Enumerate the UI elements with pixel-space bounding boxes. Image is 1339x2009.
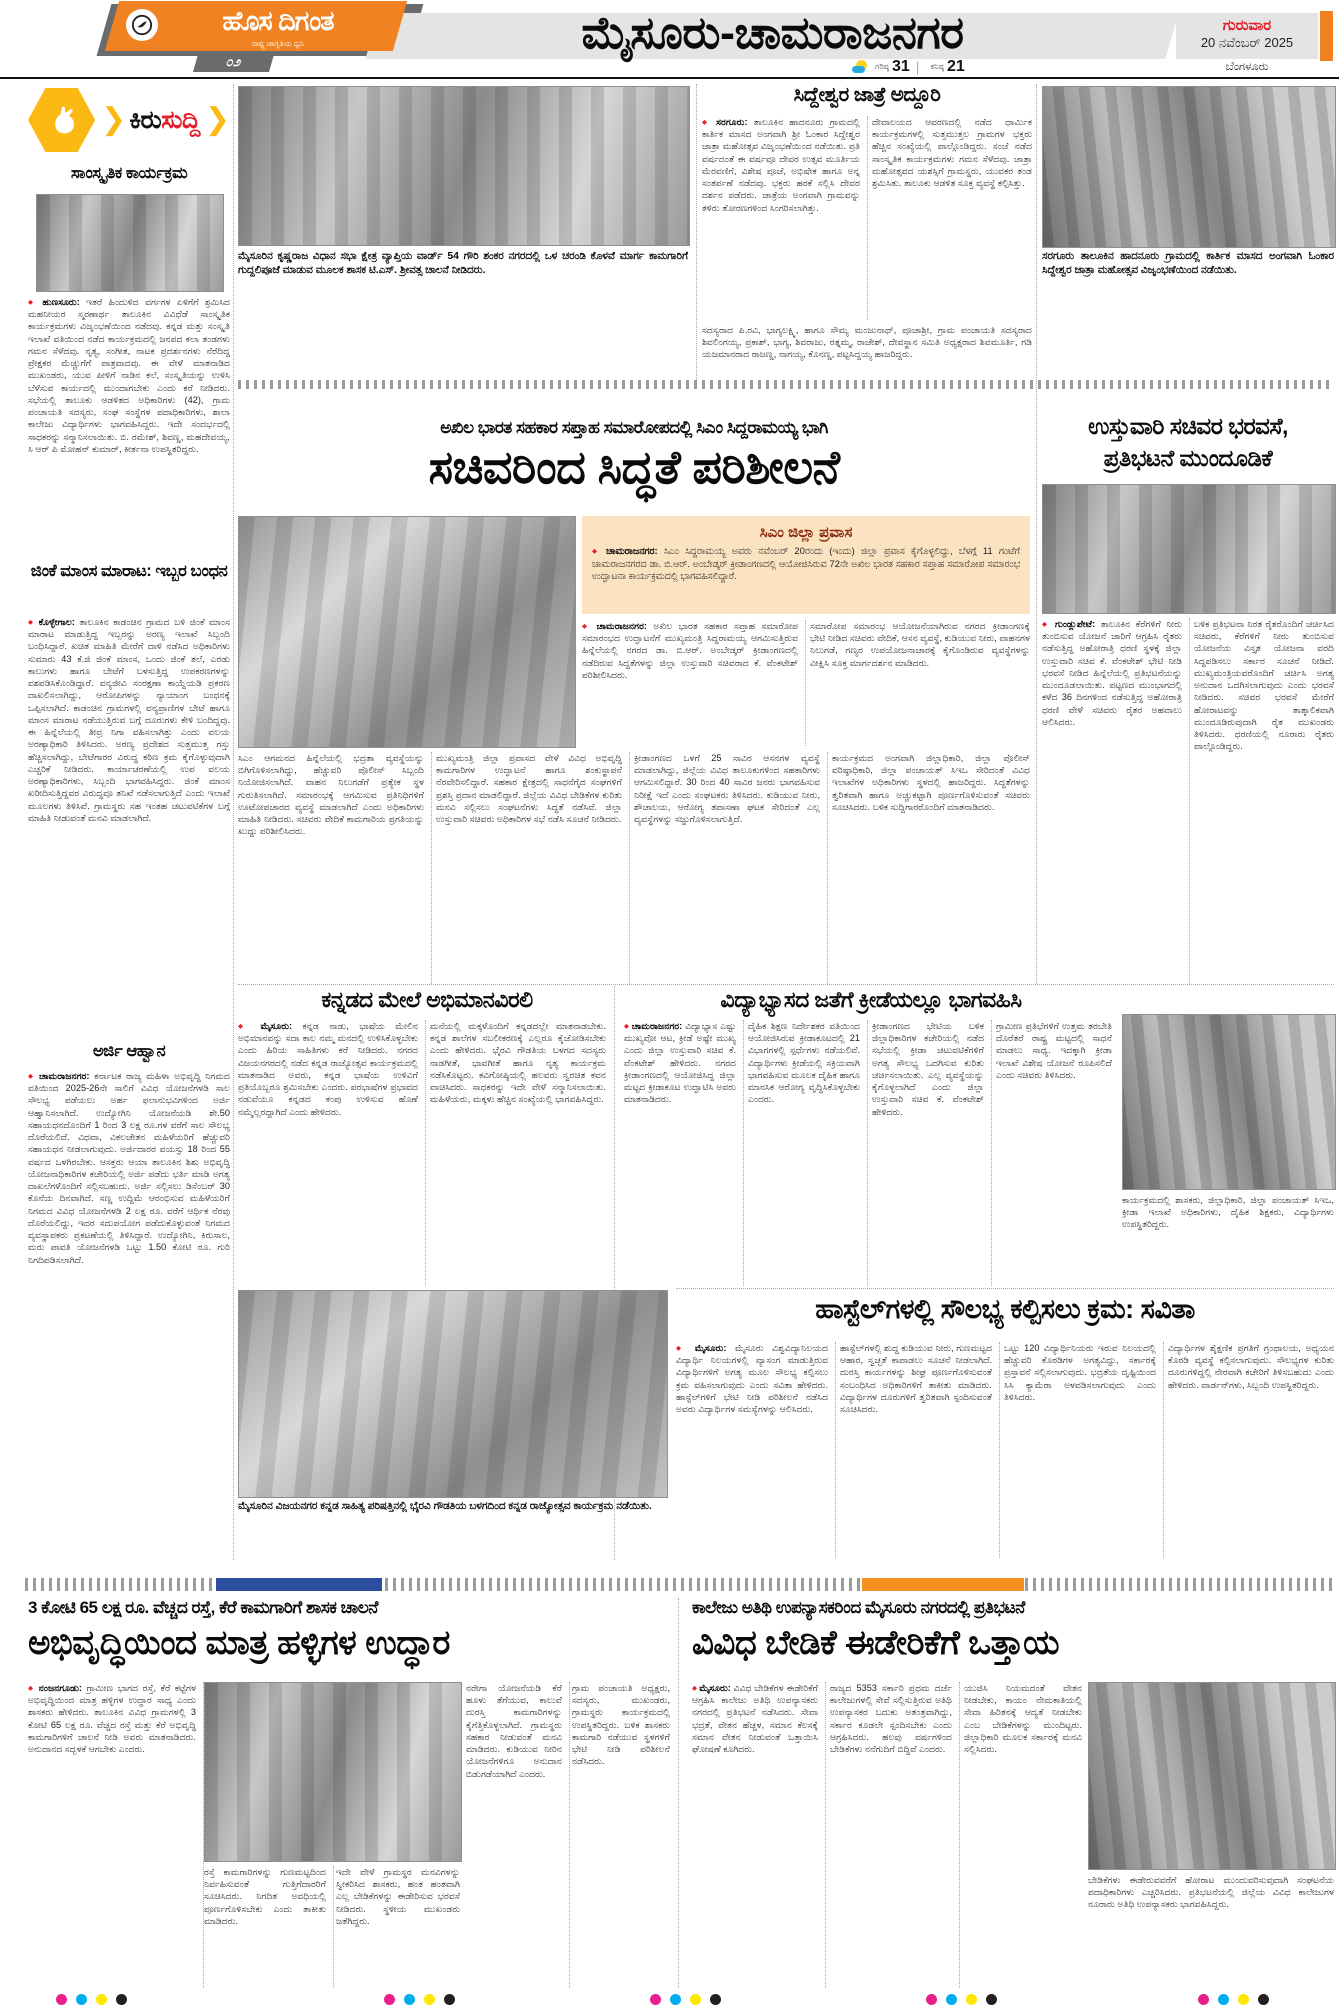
reg-dot-cyan — [76, 1994, 87, 2005]
jatre-headline: ಸಿದ್ದೇಶ್ವರ ಜಾತ್ರೆ ಅದ್ದೂರಿ — [793, 84, 941, 106]
city-label: ಬೆಂಗಳೂರು — [1225, 61, 1269, 73]
brief-body — [28, 1070, 230, 1556]
bottom-left-col — [28, 1682, 204, 1988]
bottom-right-col: ಬೇಡಿಕೆಗಳು ಈಡೇರುವವರೆಗೆ ಹೋರಾಟ ಮುಂದುವರಿಸುವುದಾಗಿ ಸಂಘಟನೆಯ ಪದಾಧಿಕಾರಿಗಳು ಎಚ್ಚರಿಸಿದರು. ಪ್ರತಿಭಟನೆಯಲ್ಲಿ ಜಿಲ್ಲೆಯ ವಿವಿಧ ಕಾಲೇಜುಗಳ ನೂರಾರು ಅತಿಥಿ ಉಪನ್ಯಾಸಕರು ಭಾಗವಹಿಸಿದ್ದರು. — [1088, 1875, 1334, 1910]
minister-headline: ಪ್ರತಿಭಟನೆ ಮುಂದೂಡಿಕೆ — [1103, 445, 1273, 471]
main-col: ಮುಖ್ಯಮಂತ್ರಿ ಜಿಲ್ಲಾ ಪ್ರವಾಸದ ವೇಳೆ ವಿವಿಧ ಅಭಿವೃದ್ಧಿ ಕಾಮಗಾರಿಗಳ ಉದ್ಘಾಟನೆ ಹಾಗೂ ಶಂಕುಸ್ಥಾಪನೆ ನೆರವೇರಿಸಲಿದ್ದಾರೆ. ಸಹಕಾರ ಕ್ಷೇತ್ರದಲ್ಲಿ ಸಾಧನೆಗೈದ ಸಂಘಗಳಿಗೆ ಪ್ರಶಸ್ತಿ ಪ್ರದಾನ ಮಾಡಲಿದ್ದಾರೆ. ಜಿಲ್ಲೆಯ ವಿವಿಧ ಬೇಡಿಕೆಗಳ ಕುರಿತು ಮನವಿ ಸಲ್ಲಿಸಲು ಸಂಘಟನೆಗಳು ಸಿದ್ಧತೆ ನಡೆಸಿವೆ. ಜಿಲ್ಲಾ ಉಸ್ತುವಾರಿ ಸಚಿವರು ಅಧಿಕಾರಿಗಳ ಸಭೆ ನಡೆಸಿ ಸೂಚನೆ ನೀಡಿದರು. — [436, 752, 630, 984]
photo-inspection — [238, 516, 576, 748]
registration-dots — [926, 1992, 1006, 2009]
dateline: ◆ ಮೈಸೂರು: — [692, 1683, 731, 1693]
section-divider-ticks — [238, 380, 1334, 389]
photo-guest-lecturers-protest — [1088, 1682, 1336, 1870]
date: 20 ನವೆಂಬರ್ 2025 — [1200, 35, 1294, 50]
dateline: ◆ ಚಾಮರಾಜನಗರ: — [592, 545, 658, 556]
reg-dot-magenta — [926, 1994, 937, 2005]
photo-rajyotsava — [238, 1290, 668, 1498]
photo-jatre — [1042, 86, 1336, 248]
page-number: ೦೨ — [224, 53, 244, 69]
main-col: ಕಾರ್ಯಕ್ರಮದ ಅಂಗವಾಗಿ ಜಿಲ್ಲಾಧಿಕಾರಿ, ಜಿಲ್ಲಾ ಪೊಲೀಸ್ ವರಿಷ್ಠಾಧಿಕಾರಿ, ಜಿಲ್ಲಾ ಪಂಚಾಯತ್ ಸಿಇಒ ಸೇರಿದಂತೆ ವಿವಿಧ ಇಲಾಖೆಗಳ ಅಧಿಕಾರಿಗಳು ಸ್ಥಳದಲ್ಲಿ ಹಾಜರಿದ್ದರು. ಸಿದ್ಧತೆಗಳನ್ನು ತ್ವರಿತವಾಗಿ ಹಾಗೂ ಅಚ್ಚುಕಟ್ಟಾಗಿ ಪೂರ್ಣಗೊಳಿಸುವಂತೆ ಸಚಿವರು ಸೂಚಿಸಿದರು. ಬಳಿಕ ಸುದ್ದಿಗಾರರೊಂದಿಗೆ ಮಾತನಾಡಿದರು. — [832, 753, 1030, 812]
kannada-col — [238, 1020, 426, 1286]
main-lead-col — [582, 620, 806, 746]
weather-max-label: ಗರಿಷ್ಠ — [875, 62, 889, 71]
reg-dot-magenta — [56, 1994, 67, 2005]
cm-box-text: ಸಿಎಂ ಸಿದ್ದರಾಮಯ್ಯ ಅವರು ನವೆಂಬರ್ 20ರಂದು (ಇಂದು) ಜಿಲ್ಲಾ ಪ್ರವಾಸ ಕೈಗೊಳ್ಳಲಿದ್ದು, ಬೆಳಗ್ಗೆ 11 ಗಂಟೆಗೆ ಚಾಮರಾಜನಗರದ ಡಾ. ಬಿ.ಆರ್. ಅಂಬೇಡ್ಕರ್ ಕ್ರೀಡಾಂಗಣದಲ್ಲಿ ಆಯೋಜಿಸಿರುವ 72ನೇ ಅಖಿಲ ಭಾರತ ಸಹಕಾರ ಸಪ್ತಾಹ ಸಮಾರೋಪ ಸಮಾರಂಭ ಉದ್ಘಾಟನಾ ಕಾರ್ಯಕ್ರಮದಲ್ಲಿ ಭಾಗವಹಿಸಲಿದ್ದಾರೆ. — [592, 545, 1020, 581]
dateline: ◆ ಹುಣಸೂರು: — [28, 297, 80, 307]
main-col: ಸಿಎಂ ಆಗಮನದ ಹಿನ್ನೆಲೆಯಲ್ಲಿ ಭದ್ರತಾ ವ್ಯವಸ್ಥೆಯನ್ನು ಬಿಗಿಗೊಳಿಸಲಾಗಿದ್ದು, ಹೆಚ್ಚುವರಿ ಪೊಲೀಸ್ ಸಿಬ್ಬಂದಿ ನಿಯೋಜಿಸಲಾಗಿದೆ. ವಾಹನ ನಿಲುಗಡೆಗೆ ಪ್ರತ್ಯೇಕ ಸ್ಥಳ ಗುರುತಿಸಲಾಗಿದೆ. ಸಮಾರಂಭಕ್ಕೆ ಆಗಮಿಸುವ ಪ್ರತಿನಿಧಿಗಳಿಗೆ ಊಟೋಪಚಾರದ ವ್ಯವಸ್ಥೆ ಮಾಡಲಾಗಿದೆ ಎಂದು ಅಧಿಕಾರಿಗಳು ಮಾಹಿತಿ ನೀಡಿದರು. ಸಚಿವರು ವೇದಿಕೆ ಕಾಮಗಾರಿಯ ಪ್ರಗತಿಯನ್ನು ಖುದ್ದು ಪರಿಶೀಲಿಸಿದರು. — [238, 752, 432, 984]
chevron-right-icon: ❯ — [204, 103, 230, 136]
masthead-orange-bar — [1320, 11, 1333, 61]
finger-snap-icon — [28, 88, 95, 152]
brief-photo — [36, 194, 224, 292]
sports-col: ಕಾರ್ಯಕ್ರಮದಲ್ಲಿ ಶಾಸಕರು, ಜಿಲ್ಲಾಧಿಕಾರಿ, ಜಿಲ್ಲಾ ಪಂಚಾಯತ್ ಸಿಇಒ, ಕ್ರೀಡಾ ಇಲಾಖೆ ಅಧಿಕಾರಿಗಳು, ದೈಹಿಕ ಶಿಕ್ಷಕರು, ವಿದ್ಯಾರ್ಥಿಗಳು ಉಪಸ್ಥಿತರಿದ್ದರು. — [1122, 1195, 1334, 1230]
weather-strip — [852, 56, 1092, 78]
bottom-right-col: ರಾಜ್ಯದ 5353 ಸರ್ಕಾರಿ ಪ್ರಥಮ ದರ್ಜೆ ಕಾಲೇಜುಗಳಲ್ಲಿ ಸೇವೆ ಸಲ್ಲಿಸುತ್ತಿರುವ ಅತಿಥಿ ಉಪನ್ಯಾಸಕರ ಬದುಕು ಅತಂತ್ರವಾಗಿದ್ದು, ಸರ್ಕಾರ ಕೂಡಲೇ ಸ್ಪಂದಿಸಬೇಕು ಎಂದು ಆಗ್ರಹಿಸಿದರು. ಹಲವು ವರ್ಷಗಳಿಂದ ಬೇಡಿಕೆಗಳು ನನೆಗುದಿಗೆ ಬಿದ್ದಿವೆ ಎಂದರು. — [830, 1682, 960, 1988]
reg-dot-cyan — [1218, 1994, 1229, 2005]
weekday: ಗುರುವಾರ — [1222, 17, 1272, 34]
bottom-right-headline: ವಿವಿಧ ಬೇಡಿಕೆ ಈಡೇರಿಕೆಗೆ ಒತ್ತಾಯ — [692, 1624, 1059, 1662]
weather-min-label: ಕನಿಷ್ಠ — [930, 62, 944, 71]
briefs-badge-label — [129, 88, 200, 152]
jatre-col: ದೇವಾಲಯದ ಆವರಣದಲ್ಲಿ ನಡೆದ ಧಾರ್ಮಿಕ ಕಾರ್ಯಕ್ರಮಗಳಲ್ಲಿ ಸುತ್ತಮುತ್ತಲ ಗ್ರಾಮಗಳ ಭಕ್ತರು ಹೆಚ್ಚಿನ ಸಂಖ್ಯೆಯಲ್ಲಿ ಪಾಲ್ಗೊಂಡಿದ್ದರು. ಸಂಜೆ ನಡೆದ ಸಾಂಸ್ಕೃತಿಕ ಕಾರ್ಯಕ್ರಮಗಳು ಗಮನ ಸೆಳೆದವು. ಜಾತ್ರಾ ಮಹೋತ್ಸವದ ಯಶಸ್ಸಿಗೆ ಗ್ರಾಮಸ್ಥರು, ಯುವಕರ ತಂಡ ಶ್ರಮಿಸಿತು. ತಾಲೂಕು ಆಡಳಿತ ಸೂಕ್ತ ವ್ಯವಸ್ಥೆ ಕಲ್ಪಿಸಿತ್ತು. — [872, 117, 1032, 189]
bottom-right-kicker: ಕಾಲೇಜು ಅತಿಥಿ ಉಪನ್ಯಾಸಕರಿಂದ ಮೈಸೂರು ನಗರದಲ್ಲಿ ಪ್ರತಿಭಟನೆ — [692, 1598, 1025, 1617]
newspaper-logo-title: ಹೊಸ ದಿಗಂತ — [222, 6, 334, 36]
brief-body — [28, 616, 230, 1038]
registration-dots — [650, 1992, 730, 2009]
dateline: ◆ ಕೊಳ್ಳೇಗಾಲ: — [28, 617, 75, 627]
kannada-text: ಕನ್ನಡ ನಾಡು, ಭಾಷೆಯ ಮೇಲಿನ ಅಭಿಮಾನವನ್ನು ಸದಾ ಕಾಲ ನಮ್ಮ ಮನದಲ್ಲಿ ಉಳಿಸಿಕೊಳ್ಳಬೇಕು ಎಂದು ಹಿರಿಯ ಸಾಹಿತಿಗಳು ಕರೆ ನೀಡಿದರು. ನಗರದ ವಿಜಯನಗರದಲ್ಲಿ ನಡೆದ ಕನ್ನಡ ರಾಜ್ಯೋತ್ಸವ ಕಾರ್ಯಕ್ರಮದಲ್ಲಿ ಮಾತನಾಡಿದ ಅವರು, ಕನ್ನಡ ಭಾಷೆಯ ಉಳಿವಿಗೆ ಪ್ರತಿಯೊಬ್ಬರೂ ಶ್ರಮಿಸಬೇಕು ಎಂದರು. ಪರಭಾಷೆಗಳ ಪ್ರಭಾವದ ನಡುವೆಯೂ ಕನ್ನಡದ ಕಂಪು ಉಳಿಸುವ ಹೊಣೆ ನಮ್ಮೆಲ್ಲರದ್ದಾಗಿದೆ ಎಂದು ಹೇಳಿದರು. — [238, 1021, 418, 1117]
minister-col: ಬಳಿಕ ಪ್ರತಿಭಟನಾ ನಿರತ ರೈತರೊಂದಿಗೆ ಚರ್ಚಿಸಿದ ಸಚಿವರು, ಕೆರೆಗಳಿಗೆ ನೀರು ತುಂಬಿಸುವ ಯೋಜನೆಯ ವಿಸ್ತೃತ ಯೋಜನಾ ವರದಿ ಸಿದ್ಧಪಡಿಸಲು ಸರ್ಕಾರ ಸೂಚನೆ ನೀಡಿದೆ. ಮುಖ್ಯಮಂತ್ರಿಯವರೊಂದಿಗೆ ಚರ್ಚಿಸಿ ಅಗತ್ಯ ಅನುದಾನ ಒದಗಿಸಲಾಗುವುದು ಎಂದು ಭರವಸೆ ನೀಡಿದರು. ಸಚಿವರ ಭರವಸೆ ಮೇರೆಗೆ ಹೋರಾಟವನ್ನು ತಾತ್ಕಾಲಿಕವಾಗಿ ಮುಂದೂಡಿರುವುದಾಗಿ ರೈತ ಮುಖಂಡರು ತಿಳಿಸಿದರು. ಧರಣಿಯಲ್ಲಿ ನೂರಾರು ರೈತರು ಪಾಲ್ಗೊಂಡಿದ್ದರು. — [1194, 619, 1334, 752]
photo-caption: ಸರಗೂರು ತಾಲೂಕಿನ ಹಾದನೂರು ಗ್ರಾಮದಲ್ಲಿ ಕಾರ್ತಿಕ ಮಾಸದ ಅಂಗವಾಗಿ ಓಂಕಾರ ಸಿದ್ದೇಶ್ವರ ಜಾತ್ರಾ ಮಹೋತ್ಸವ ವಿಜೃಂಭಣೆಯಿಂದ ನಡೆಯಿತು. — [1042, 251, 1334, 277]
newspaper-logo-tagline: ರಾಷ್ಟ್ರ ಜಾಗೃತಿಯ ಧ್ವನಿ — [251, 39, 305, 48]
column-divider — [1036, 84, 1037, 984]
hostel-text: ಮೈಸೂರು ವಿಶ್ವವಿದ್ಯಾನಿಲಯದ ವಿದ್ಯಾರ್ಥಿ ನಿಲಯಗಳಲ್ಲಿ ವ್ಯಾಸಂಗ ಮಾಡುತ್ತಿರುವ ವಿದ್ಯಾರ್ಥಿಗಳಿಗೆ ಅಗತ್ಯ ಮೂಲ ಸೌಲಭ್ಯ ಕಲ್ಪಿಸಲು ಕ್ರಮ ವಹಿಸಲಾಗುವುದು ಎಂದು ಸವಿತಾ ಹೇಳಿದರು. ಹಾಸ್ಟೆಲ್‌ಗಳಿಗೆ ಭೇಟಿ ನೀಡಿ ಪರಿಶೀಲನೆ ನಡೆಸಿದ ಅವರು ವಿದ್ಯಾರ್ಥಿಗಳ ಸಮಸ್ಯೆಗಳನ್ನು ಆಲಿಸಿದರು. — [676, 1343, 828, 1415]
dateline: ◆ ಸರಗೂರು: — [702, 117, 748, 127]
reg-dot-yellow — [966, 1994, 977, 2005]
hostel-col — [676, 1342, 836, 1558]
column-divider — [233, 84, 234, 1560]
date-box — [1176, 13, 1318, 59]
dateline: ◆ ಚಾಮರಾಜನಗರ: — [28, 1071, 89, 1081]
briefs-badge-black: ಕಿರು — [129, 106, 162, 134]
reg-dot-yellow — [1238, 1994, 1249, 2005]
reg-dot-cyan — [404, 1994, 415, 2005]
cm-tour-box — [582, 516, 1030, 614]
hostel-col: ವಿದ್ಯಾರ್ಥಿಗಳ ಶೈಕ್ಷಣಿಕ ಪ್ರಗತಿಗೆ ಗ್ರಂಥಾಲಯ, ಅಧ್ಯಯನ ಕೊಠಡಿ ವ್ಯವಸ್ಥೆ ಕಲ್ಪಿಸಲಾಗುವುದು. ಸೌಲಭ್ಯಗಳ ಕುರಿತು ದೂರುಗಳಿದ್ದಲ್ಲಿ ನೇರವಾಗಿ ಕಚೇರಿಗೆ ತಿಳಿಸಬಹುದು ಎಂದು ಹೇಳಿದರು. ವಾರ್ಡನ್‌ಗಳು, ಸಿಬ್ಬಂದಿ ಉಪಸ್ಥಿತರಿದ್ದರು. — [1168, 1343, 1334, 1390]
bottom-right-col: ಯುಜಿಸಿ ನಿಯಮದಂತೆ ವೇತನ ನೀಡಬೇಕು, ಕಾಯಂ ನೇಮಕಾತಿಯಲ್ಲಿ ಸೇವಾ ಹಿರಿತನಕ್ಕೆ ಆದ್ಯತೆ ನೀಡಬೇಕು ಎಂಬ ಬೇಡಿಕೆಗಳನ್ನು ಮುಂದಿಟ್ಟರು. ಜಿಲ್ಲಾಧಿಕಾರಿ ಮೂಲಕ ಸರ್ಕಾರಕ್ಕೆ ಮನವಿ ಸಲ್ಲಿಸಿದರು. — [964, 1683, 1082, 1755]
reg-dot-black — [116, 1994, 127, 2005]
minister-col — [1042, 618, 1190, 984]
sports-col: ಗ್ರಾಮೀಣ ಪ್ರತಿಭೆಗಳಿಗೆ ಉತ್ತಮ ತರಬೇತಿ ದೊರೆತರೆ ರಾಷ್ಟ್ರ ಮಟ್ಟದಲ್ಲಿ ಸಾಧನೆ ಮಾಡಲು ಸಾಧ್ಯ. ಇದಕ್ಕಾಗಿ ಕ್ರೀಡಾ ಇಲಾಖೆ ವಿಶೇಷ ಯೋಜನೆ ರೂಪಿಸಲಿದೆ ಎಂದು ಸಚಿವರು ತಿಳಿಸಿದರು. — [996, 1021, 1112, 1080]
bottom-left-headline: ಅಭಿವೃದ್ಧಿಯಿಂದ ಮಾತ್ರ ಹಳ್ಳಿಗಳ ಉದ್ಧಾರ — [28, 1624, 450, 1662]
brief-text: ಕರ್ನಾಟಕ ರಾಜ್ಯ ಮಹಿಳಾ ಅಭಿವೃದ್ಧಿ ನಿಗಮದ ವತಿಯಿಂದ 2025-26ನೇ ಸಾಲಿಗೆ ವಿವಿಧ ಯೋಜನೆಗಳಡಿ ಸಾಲ ಸೌಲಭ್ಯ ಪಡೆಯಲು ಅರ್ಹ ಫಲಾನುಭವಿಗಳಿಂದ ಅರ್ಜಿ ಆಹ್ವಾನಿಸಲಾಗಿದೆ. ಉದ್ಯೋಗಿನಿ ಯೋಜನೆಯಡಿ ಶೇ.50 ಸಹಾಯಧನದೊಂದಿಗೆ 1 ರಿಂದ 3 ಲಕ್ಷ ರೂ.ಗಳ ವರೆಗೆ ಸಾಲ ಸೌಲಭ್ಯ ದೊರೆಯಲಿದೆ. ವಿಧವಾ, ವಿಕಲಚೇತನ ಮಹಿಳೆಯರಿಗೆ ಹೆಚ್ಚುವರಿ ಸಹಾಯಧನ ನೀಡಲಾಗುವುದು. ಅರ್ಜಿದಾರರ ವಯಸ್ಸು 18 ರಿಂದ 55 ವರ್ಷದ ಒಳಗಿರಬೇಕು. ಆಸಕ್ತರು ಆಯಾ ತಾಲೂಕಿನ ಶಿಶು ಅಭಿವೃದ್ಧಿ ಯೋಜನಾಧಿಕಾರಿಗಳ ಕಚೇರಿಯಲ್ಲಿ ಅರ್ಜಿ ಪಡೆದು ಭರ್ತಿ ಮಾಡಿ ಅಗತ್ಯ ದಾಖಲೆಗಳೊಂದಿಗೆ ಸಲ್ಲಿಸಬಹುದು. ಅರ್ಜಿ ಸಲ್ಲಿಸಲು ಡಿಸೆಂಬರ್ 30 ಕೊನೆಯ ದಿನವಾಗಿದೆ. ಸಣ್ಣ ಉದ್ದಿಮೆ ಆರಂಭಿಸುವ ಮಹಿಳೆಯರಿಗೆ ನಿಗಮದ ವಿವಿಧ ಯೋಜನೆಗಳಡಿ 2 ಲಕ್ಷ ರೂ. ವರೆಗೆ ಆರ್ಥಿಕ ನೆರವು ದೊರೆಯಲಿದ್ದು, ಇದರ ಸದುಪಯೋಗ ಪಡೆದುಕೊಳ್ಳುವಂತೆ ನಿಗಮದ ವ್ಯವಸ್ಥಾಪಕರು ಪ್ರಕಟಣೆಯಲ್ಲಿ ತಿಳಿಸಿದ್ದಾರೆ. ಉದ್ಯೋಗಿನಿ, ಕಿರುಸಾಲ, ಮರು ಪಾವತಿ ಯೋಜನೆಗಳಡಿ ಒಟ್ಟು 1.50 ಕೋಟಿ ರೂ. ಗುರಿ ನಿಗದಿಪಡಿಸಲಾಗಿದೆ. — [28, 1071, 230, 1265]
dateline: ◆ ಮೈಸೂರು: — [676, 1343, 726, 1353]
reg-dot-magenta — [384, 1994, 395, 2005]
minister-text: ತಾಲೂಕಿನ ಕೆರೆಗಳಿಗೆ ನೀರು ತುಂಬಿಸುವ ಯೋಜನೆ ಜಾರಿಗೆ ಆಗ್ರಹಿಸಿ ರೈತರು ನಡೆಸುತ್ತಿದ್ದ ಅಹೋರಾತ್ರಿ ಧರಣಿ ಸ್ಥಳಕ್ಕೆ ಜಿಲ್ಲಾ ಉಸ್ತುವಾರಿ ಸಚಿವ ಕೆ. ವೆಂಕಟೇಶ್ ಭೇಟಿ ನೀಡಿ ಭರವಸೆ ನೀಡಿದ ಹಿನ್ನೆಲೆಯಲ್ಲಿ ಪ್ರತಿಭಟನೆಯನ್ನು ಮುಂದೂಡಲಾಯಿತು. ಪಟ್ಟಣದ ಮುಂಭಾಗದಲ್ಲಿ ಕಳೆದ 36 ದಿನಗಳಿಂದ ನಡೆಸುತ್ತಿದ್ದ ಅಹೋರಾತ್ರಿ ಧರಣಿ ವೇಳೆ ಸಚಿವರು ರೈತರ ಅಹವಾಲು ಆಲಿಸಿದರು. — [1042, 619, 1182, 727]
reg-dot-magenta — [650, 1994, 661, 2005]
hostel-col: ಒಟ್ಟು 120 ವಿದ್ಯಾರ್ಥಿನಿಯರು ಇರುವ ನಿಲಯದಲ್ಲಿ ಹೆಚ್ಚುವರಿ ಕೊಠಡಿಗಳ ಅಗತ್ಯವಿದ್ದು, ಸರ್ಕಾರಕ್ಕೆ ಪ್ರಸ್ತಾವನೆ ಸಲ್ಲಿಸಲಾಗುವುದು. ಭದ್ರತೆಯ ದೃಷ್ಟಿಯಿಂದ ಸಿಸಿ ಕ್ಯಾಮೆರಾ ಅಳವಡಿಸಲಾಗುವುದು ಎಂದು ತಿಳಿಸಿದರು. — [1004, 1342, 1164, 1558]
page-number-chip — [193, 51, 275, 72]
column-divider — [696, 84, 697, 382]
sports-col — [624, 1020, 744, 1286]
bottom-left-col: ಗ್ರಾಮ ಪಂಚಾಯತಿ ಅಧ್ಯಕ್ಷರು, ಸದಸ್ಯರು, ಮುಖಂಡರು, ಗ್ರಾಮಸ್ಥರು ಕಾರ್ಯಕ್ರಮದಲ್ಲಿ ಉಪಸ್ಥಿತರಿದ್ದರು. ಬಳಿಕ ಶಾಸಕರು ಕಾಮಗಾರಿ ನಡೆಯುವ ಸ್ಥಳಗಳಿಗೆ ಭೇಟಿ ನೀಡಿ ಪರಿಶೀಲನೆ ನಡೆಸಿದರು. — [572, 1683, 670, 1767]
photo-guddalipooje — [238, 86, 690, 246]
sports-headline: ವಿದ್ಯಾಭ್ಯಾಸದ ಜತೆಗೆ ಕ್ರೀಡೆಯಲ್ಲೂ ಭಾಗವಹಿಸಿ — [720, 987, 1022, 1012]
main-lead-col: ಸಮಾರೋಪ ಸಮಾರಂಭ ಆಯೋಜನೆಯಾಗಿರುವ ನಗರದ ಕ್ರೀಡಾಂಗಣಕ್ಕೆ ಭೇಟಿ ನೀಡಿದ ಸಚಿವರು ವೇದಿಕೆ, ಆಸನ ವ್ಯವಸ್ಥೆ, ಕುಡಿಯುವ ನೀರು, ವಾಹನಗಳ ನಿಲುಗಡೆ, ಗಣ್ಯರ ಉಪಯೋಜನಾಚಾರಕ್ಕೆ ಕೈಗೊಂಡಿರುವ ವ್ಯವಸ್ಥೆಗಳನ್ನು ವೀಕ್ಷಿಸಿ ಸೂಕ್ತ ಮಾರ್ಗದರ್ಶನ ಮಾಡಿದರು. — [810, 621, 1030, 668]
brief-heading: ಸಾಂಸ್ಕೃತಿಕ ಕಾರ್ಯಕ್ರಮ — [70, 164, 188, 182]
reg-dot-black — [444, 1994, 455, 2005]
briefs-badge — [28, 86, 230, 154]
divider-orange-bar — [862, 1578, 1024, 1591]
main-col: ಕ್ರೀಡಾಂಗಣದ ಒಳಗೆ 25 ಸಾವಿರ ಆಸನಗಳ ವ್ಯವಸ್ಥೆ ಮಾಡಲಾಗಿದ್ದು, ಜಿಲ್ಲೆಯ ವಿವಿಧ ತಾಲೂಕುಗಳಿಂದ ಸಹಕಾರಿಗಳು ಆಗಮಿಸಲಿದ್ದಾರೆ. 30 ರಿಂದ 40 ಸಾವಿರ ಜನರು ಭಾಗವಹಿಸುವ ನಿರೀಕ್ಷೆ ಇದೆ ಎಂದು ಸಂಘಟಕರು ತಿಳಿಸಿದರು. ಕುಡಿಯುವ ನೀರು, ಶೌಚಾಲಯ, ಆರೋಗ್ಯ ತಪಾಸಣಾ ಘಟಕ ಸೇರಿದಂತೆ ಎಲ್ಲ ವ್ಯವಸ್ಥೆಗಳನ್ನು ಸಜ್ಜುಗೊಳಿಸಲಾಗುತ್ತಿದೆ. — [634, 752, 828, 984]
jatre-text: ತಾಲೂಕಿನ ಹಾದನೂರು ಗ್ರಾಮದಲ್ಲಿ ಕಾರ್ತಿಕ ಮಾಸದ ಅಂಗವಾಗಿ ಶ್ರೀ ಓಂಕಾರ ಸಿದ್ದೇಶ್ವರ ಜಾತ್ರಾ ಮಹೋತ್ಸವ ವಿಜೃಂಭಣೆಯಿಂದ ನಡೆಯಿತು. ಪ್ರತಿ ವರ್ಷದಂತೆ ಈ ವರ್ಷವೂ ದೇವರ ಉತ್ಸವ ಮೂರ್ತಿಯ ಮೆರವಣಿಗೆ, ವಿಶೇಷ ಪೂಜೆ, ಅಭಿಷೇಕ ಹಾಗೂ ಅನ್ನ ಸಂತರ್ಪಣೆ ನಡೆದವು. ಭಕ್ತರು ಹರಕೆ ಸಲ್ಲಿಸಿ ದೇವರ ದರ್ಶನ ಪಡೆದರು. ಜಾತ್ರೆಯ ಅಂಗವಾಗಿ ಗ್ರಾಮವನ್ನು ತಳಿರು ತೋರಣಗಳಿಂದ ಸಿಂಗರಿಸಲಾಗಿತ್ತು. — [702, 117, 860, 213]
divider-blue-bar — [216, 1578, 382, 1591]
brief-text: ತಾಲೂಕಿನ ಕಾಡಂಚಿನ ಗ್ರಾಮದ ಬಳಿ ಜಿಂಕೆ ಮಾಂಸ ಮಾರಾಟ ಮಾಡುತ್ತಿದ್ದ ಇಬ್ಬರನ್ನು ಅರಣ್ಯ ಇಲಾಖೆ ಸಿಬ್ಬಂದಿ ಬಂಧಿಸಿದ್ದಾರೆ. ಖಚಿತ ಮಾಹಿತಿ ಮೇರೆಗೆ ದಾಳಿ ನಡೆಸಿದ ಅಧಿಕಾರಿಗಳು ಸುಮಾರು 43 ಕೆ.ಜಿ ಜಿಂಕೆ ಮಾಂಸ, ಒಂದು ಜಿಂಕೆ ತಲೆ, ಎರಡು ಕಾಲುಗಳು ಹಾಗೂ ಬೇಟೆಗೆ ಬಳಸುತ್ತಿದ್ದ ಉಪಕರಣಗಳನ್ನು ವಶಪಡಿಸಿಕೊಂಡಿದ್ದಾರೆ. ವನ್ಯಜೀವಿ ಸಂರಕ್ಷಣಾ ಕಾಯ್ದೆಯಡಿ ಪ್ರಕರಣ ದಾಖಲಿಸಲಾಗಿದ್ದು, ಆರೋಪಿಗಳನ್ನು ನ್ಯಾಯಾಂಗ ಬಂಧನಕ್ಕೆ ಒಪ್ಪಿಸಲಾಗಿದೆ. ಕಾಡಂಚಿನ ಗ್ರಾಮಗಳಲ್ಲಿ ವನ್ಯಪ್ರಾಣಿಗಳ ಬೇಟೆ ಹಾಗೂ ಮಾಂಸ ಮಾರಾಟ ನಡೆಯುತ್ತಿರುವ ಬಗ್ಗೆ ದೂರುಗಳು ಕೇಳಿ ಬಂದಿದ್ದವು. ಈ ಹಿನ್ನೆಲೆಯಲ್ಲಿ ತೀವ್ರ ನಿಗಾ ವಹಿಸಲಾಗಿತ್ತು ಎಂದು ವಲಯ ಅರಣ್ಯಾಧಿಕಾರಿ ತಿಳಿಸಿದರು. ಅರಣ್ಯ ಪ್ರದೇಶದ ಸುತ್ತಮುತ್ತ ಗಸ್ತು ಹೆಚ್ಚಿಸಲಾಗಿದ್ದು, ಬೇಟೆಗಾರರ ವಿರುದ್ಧ ಕಠಿಣ ಕ್ರಮ ಕೈಗೊಳ್ಳುವುದಾಗಿ ಎಚ್ಚರಿಕೆ ನೀಡಿದರು. ಕಾರ್ಯಾಚರಣೆಯಲ್ಲಿ ಉಪ ವಲಯ ಅರಣ್ಯಾಧಿಕಾರಿಗಳು, ಸಿಬ್ಬಂದಿ ಭಾಗವಹಿಸಿದ್ದರು. ಜಿಂಕೆ ಮಾಂಸ ಖರೀದಿಸುತ್ತಿದ್ದವರ ವಿರುದ್ಧವೂ ತನಿಖೆ ನಡೆಸಲಾಗುತ್ತಿದೆ ಎಂದು ಇಲಾಖೆ ಮೂಲಗಳು ತಿಳಿಸಿವೆ. ಗ್ರಾಮಸ್ಥರು ಸಹ ಇಂತಹ ಚಟುವಟಿಕೆಗಳ ಬಗ್ಗೆ ಮಾಹಿತಿ ನೀಡುವಂತೆ ಮನವಿ ಮಾಡಲಾಗಿದೆ. — [28, 617, 230, 823]
dateline: ◆ ಚಾಮರಾಜನಗರ: — [624, 1021, 682, 1031]
kannada-col: ಮನೆಯಲ್ಲಿ ಮಕ್ಕಳೊಂದಿಗೆ ಕನ್ನಡದಲ್ಲೇ ಮಾತನಾಡಬೇಕು. ಕನ್ನಡ ಶಾಲೆಗಳ ಸಬಲೀಕರಣಕ್ಕೆ ಎಲ್ಲರೂ ಕೈಜೋಡಿಸಬೇಕು ಎಂದು ಹೇಳಿದರು. ಭೈರವಿ ಗೌಡತಿಯ ಬಳಗದ ಸದಸ್ಯರು ನಾಡಗೀತೆ, ಭಾವಗೀತೆ ಹಾಗೂ ನೃತ್ಯ ಕಾರ್ಯಕ್ರಮ ನಡೆಸಿಕೊಟ್ಟರು. ಕವಿಗೋಷ್ಠಿಯಲ್ಲಿ ಹಲವರು ಸ್ವರಚಿತ ಕವನ ವಾಚಿಸಿದರು. ಸಾಧಕರನ್ನು ಇದೇ ವೇಳೆ ಸನ್ಮಾನಿಸಲಾಯಿತು. ಮಹಿಳೆಯರು, ಮಕ್ಕಳು ಹೆಚ್ಚಿನ ಸಂಖ್ಯೆಯಲ್ಲಿ ಭಾಗವಹಿಸಿದ್ದರು. — [430, 1021, 606, 1105]
dateline: ◆ ಚಾಮರಾಜನಗರ: — [582, 621, 647, 631]
photo-caption: ಮೈಸೂರಿನ ಕೃಷ್ಣರಾಜ ವಿಧಾನ ಸಭಾ ಕ್ಷೇತ್ರ ವ್ಯಾಪ್ತಿಯ ವಾರ್ಡ್ 54 ಗೌರಿ ಶಂಕರ ನಗರದಲ್ಲಿ ಒಳ ಚರಂಡಿ ಕೊಳವೆ ಮಾರ್ಗ ಕಾಮಗಾರಿಗೆ ಗುದ್ದಲಿಪೂಜೆ ಮಾಡುವ ಮೂಲಕ ಶಾಸಕ ಟಿ.ಎಸ್. ಶ್ರೀವತ್ಸ ಚಾಲನೆ ನೀಡಿದರು. — [238, 251, 688, 277]
dateline: ◆ ನಂಜನಗೂಡು: — [28, 1683, 82, 1693]
photo-caption: ಮೈಸೂರಿನ ವಿಜಯನಗರ ಕನ್ನಡ ಸಾಹಿತ್ಯ ಪರಿಷತ್ತಿನಲ್ಲಿ ಭೈರವಿ ಗೌಡತಿಯ ಬಳಗದಿಂದ ಕನ್ನಡ ರಾಜ್ಯೋತ್ಸವ ಕಾರ್ಯಕ್ರಮ ನಡೆಯಿತು. — [238, 1501, 652, 1512]
sports-text: ವಿದ್ಯಾಭ್ಯಾಸ ಎಷ್ಟು ಮುಖ್ಯವೋ ಆಟ, ಕ್ರೀಡೆ ಅಷ್ಟೇ ಮುಖ್ಯ ಎಂದು ಜಿಲ್ಲಾ ಉಸ್ತುವಾರಿ ಸಚಿವ ಕೆ. ವೆಂಕಟೇಶ್ ಹೇಳಿದರು. ನಗರದ ಕ್ರೀಡಾಂಗಣದಲ್ಲಿ ಆಯೋಜಿಸಿದ್ದ ಜಿಲ್ಲಾ ಮಟ್ಟದ ಕ್ರೀಡಾಕೂಟ ಉದ್ಘಾಟಿಸಿ ಅವರು ಮಾತನಾಡಿದರು. — [624, 1021, 736, 1105]
registration-dots — [1198, 1992, 1278, 2009]
hostel-col: ಹಾಸ್ಟೆಲ್‌ಗಳಲ್ಲಿ ಶುದ್ಧ ಕುಡಿಯುವ ನೀರು, ಗುಣಮಟ್ಟದ ಆಹಾರ, ಸ್ವಚ್ಛತೆ ಕಾಪಾಡಲು ಸೂಚನೆ ನೀಡಲಾಗಿದೆ. ದುರಸ್ತಿ ಕಾರ್ಯಗಳನ್ನು ಶೀಘ್ರ ಪೂರ್ಣಗೊಳಿಸುವಂತೆ ಸಂಬಂಧಿಸಿದ ಅಧಿಕಾರಿಗಳಿಗೆ ತಾಕೀತು ಮಾಡಿದರು. ವಿದ್ಯಾರ್ಥಿಗಳ ದೂರುಗಳಿಗೆ ತ್ವರಿತವಾಗಿ ಸ್ಪಂದಿಸುವಂತೆ ಸೂಚಿಸಿದರು. — [840, 1342, 1000, 1558]
jatre-names: ಸದಸ್ಯರಾದ ಪಿ.ರವಿ, ಭಾಗ್ಯಲಕ್ಷ್ಮಿ, ಹಾಗೂ ಸೌಮ್ಯ ಮಂಜುನಾಥ್, ಪೂಜಾಶ್ರೀ, ಗ್ರಾಮ ಪಂಚಾಯತಿ ಸದಸ್ಯರಾದ ಶಿವಲಿಂಗಯ್ಯ, ಪ್ರಕಾಶ್, ಭಾಗ್ಯ, ಶಿವರಾಜು, ರತ್ನಮ್ಮ, ರಾಜೇಶ್, ದೇವಸ್ಥಾನ ಸಮಿತಿ ಅಧ್ಯಕ್ಷರಾದ ಶಿವಮೂರ್ತಿ, ಗಡಿ ಯಜಮಾನರಾದ ರಾಜಣ್ಣ, ನಾಗಯ್ಯ, ಕೊನಣ್ಣ, ಪಟ್ಟಸಿದ್ದಯ್ಯ ಹಾಜರಿದ್ದರು. — [702, 325, 1032, 360]
main-kicker: ಅಖಿಲ ಭಾರತ ಸಹಕಾರ ಸಪ್ತಾಹ ಸಮಾರೋಪದಲ್ಲಿ ಸಿಎಂ ಸಿದ್ದರಾಮಯ್ಯ ಭಾಗಿ — [440, 418, 828, 437]
dateline: ◆ ಗುಂಡ್ಲುಪೇಟೆ: — [1042, 619, 1095, 629]
column-divider — [678, 1598, 679, 1988]
main-text: ಅಖಿಲ ಭಾರತ ಸಹಕಾರ ಸಪ್ತಾಹ ಸಮಾರೋಪ ಸಮಾರಂಭದ ಉದ್ಘಾಟನೆಗೆ ಮುಖ್ಯಮಂತ್ರಿ ಸಿದ್ದರಾಮಯ್ಯ ಆಗಮಿಸುತ್ತಿರುವ ಹಿನ್ನೆಲೆಯಲ್ಲಿ ನಗರದ ಡಾ. ಬಿ.ಆರ್. ಅಂಬೇಡ್ಕರ್ ಕ್ರೀಡಾಂಗಣದಲ್ಲಿ ನಡೆದಿರುವ ಸಿದ್ಧತೆಗಳನ್ನು ಜಿಲ್ಲಾ ಉಸ್ತುವಾರಿ ಸಚಿವರಾದ ಕೆ. ವೆಂಕಟೇಶ್ ಪರಿಶೀಲಿಸಿದರು. — [582, 621, 798, 680]
jatre-col — [702, 116, 868, 320]
brief-text: ಇತರೆ ಹಿಂದುಳಿದ ವರ್ಗಗಳ ಏಳಿಗೆಗೆ ಶ್ರಮಿಸಿದ ಮಹನೀಯರ ಸ್ಮರಣಾರ್ಥ ತಾಲೂಕಿನ ವಿವಿಧೆಡೆ ಸಾಂಸ್ಕೃತಿಕ ಕಾರ್ಯಕ್ರಮಗಳು ವಿಜೃಂಭಣೆಯಿಂದ ನಡೆದವು. ಕನ್ನಡ ಮತ್ತು ಸಂಸ್ಕೃತಿ ಇಲಾಖೆ ವತಿಯಿಂದ ನಡೆದ ಕಾರ್ಯಕ್ರಮದಲ್ಲಿ ಜನಪದ ಕಲಾ ತಂಡಗಳು ಗಮನ ಸೆಳೆದವು. ನೃತ್ಯ, ಸಂಗೀತ, ನಾಟಕ ಪ್ರದರ್ಶನಗಳು ನೆರೆದಿದ್ದ ಪ್ರೇಕ್ಷಕರ ಮೆಚ್ಚುಗೆಗೆ ಪಾತ್ರವಾದವು. ಈ ವೇಳೆ ಮಾತನಾಡಿದ ಮುಖಂಡರು, ಯುವ ಪೀಳಿಗೆ ನಾಡಿನ ಕಲೆ, ಸಂಸ್ಕೃತಿಯನ್ನು ಉಳಿಸಿ ಬೆಳೆಸುವ ಕಾರ್ಯದಲ್ಲಿ ಮುಂದಾಗಬೇಕು ಎಂದು ಕರೆ ನೀಡಿದರು. ಸಭೆಯಲ್ಲಿ ತಾಲೂಕು ಆಡಳಿತದ ಅಧಿಕಾರಿಗಳು (42), ಗ್ರಾಮ ಪಂಚಾಯತಿ ಸದಸ್ಯರು, ಸಂಘ ಸಂಸ್ಥೆಗಳ ಪದಾಧಿಕಾರಿಗಳು, ಶಾಲಾ ಕಾಲೇಜು ವಿದ್ಯಾರ್ಥಿಗಳು ಭಾಗವಹಿಸಿದ್ದರು. ಇದೇ ಸಂದರ್ಭದಲ್ಲಿ ಸಾಧಕರನ್ನು ಸನ್ಮಾನಿಸಲಾಯಿತು. ಬಿ. ರಮೇಶ್, ಶಿವಣ್ಣ, ಮಹದೇವಯ್ಯ, ಸಿ ಆರ್ ಪಿ ಮೋಹನ್ ಕುಮಾರ್, ಕೀರ್ತನಾ ಉಪಸ್ಥಿತರಿದ್ದರು. — [28, 297, 230, 454]
weather-max-value: 31 — [892, 58, 910, 75]
reg-dot-cyan — [670, 1994, 681, 2005]
reg-dot-yellow — [690, 1994, 701, 2005]
masthead-rule — [0, 77, 1339, 79]
reg-dot-black — [986, 1994, 997, 2005]
registration-dots — [56, 1992, 136, 2009]
bottom-left-col: ಇದೇ ವೇಳೆ ಗ್ರಾಮಸ್ಥರ ಮನವಿಗಳನ್ನು ಸ್ವೀಕರಿಸಿದ ಶಾಸಕರು, ಹಂತ ಹಂತವಾಗಿ ಎಲ್ಲ ಬೇಡಿಕೆಗಳನ್ನು ಈಡೇರಿಸುವ ಭರವಸೆ ನೀಡಿದರು. ಸ್ಥಳೀಯ ಮುಖಂಡರು ಜತೆಗಿದ್ದರು. — [336, 1867, 460, 1926]
reg-dot-cyan — [946, 1994, 957, 2005]
weather-separator: | — [915, 59, 920, 75]
minister-headline: ಉಸ್ತುವಾರಿ ಸಚಿವರ ಭರವಸೆ, — [1088, 413, 1288, 439]
reg-dot-yellow — [96, 1994, 107, 2005]
chevron-right-icon: ❯ — [101, 103, 127, 136]
kannada-headline: ಕನ್ನಡದ ಮೇಲೆ ಅಭಿಮಾನವಿರಲಿ — [321, 987, 533, 1012]
main-headline: ಸಚಿವರಿಂದ ಸಿದ್ಧತೆ ಪರಿಶೀಲನೆ — [428, 441, 840, 493]
reg-dot-yellow — [424, 1994, 435, 2005]
weather-min-value: 21 — [946, 58, 965, 75]
dateline: ◆ ಮೈಸೂರು: — [238, 1021, 292, 1031]
registration-dots — [384, 1992, 464, 2009]
cm-box-title: ಸಿಎಂ ಜಿಲ್ಲಾ ಪ್ರವಾಸ — [759, 524, 853, 541]
hostel-headline: ಹಾಸ್ಟೆಲ್‌ಗಳಲ್ಲಿ ಸೌಲಭ್ಯ ಕಲ್ಪಿಸಲು ಕ್ರಮ: ಸವಿತಾ — [815, 1294, 1195, 1324]
bottom-right-col — [692, 1682, 826, 1988]
section-divider — [676, 1288, 1334, 1289]
photo-sports-meet — [1122, 1014, 1336, 1190]
bottom-left-text: ಗ್ರಾಮೀಣ ಭಾಗದ ರಸ್ತೆ, ಕೆರೆ ಕಟ್ಟೆಗಳ ಅಭಿವೃದ್ಧಿಯಿಂದ ಮಾತ್ರ ಹಳ್ಳಿಗಳ ಉದ್ಧಾರ ಸಾಧ್ಯ ಎಂದು ಶಾಸಕರು ಹೇಳಿದರು. ತಾಲೂಕಿನ ವಿವಿಧ ಗ್ರಾಮಗಳಲ್ಲಿ 3 ಕೋಟಿ 65 ಲಕ್ಷ ರೂ. ವೆಚ್ಚದ ರಸ್ತೆ ಮತ್ತು ಕೆರೆ ಅಭಿವೃದ್ಧಿ ಕಾಮಗಾರಿಗಳಿಗೆ ಚಾಲನೆ ನೀಡಿ ಅವರು ಮಾತನಾಡಿದರು. ಅನುದಾನದ ಸದ್ಬಳಕೆ ಆಗಬೇಕು ಎಂದರು. — [28, 1683, 196, 1755]
bottom-left-col: ರಸ್ತೆ ಕಾಮಗಾರಿಗಳನ್ನು ಗುಣಮಟ್ಟದಿಂದ ನಿರ್ವಹಿಸುವಂತೆ ಗುತ್ತಿಗೆದಾರರಿಗೆ ಸೂಚಿಸಿದರು. ನಿಗದಿತ ಅವಧಿಯಲ್ಲಿ ಪೂರ್ಣಗೊಳಿಸಬೇಕು ಎಂದು ತಾಕೀತು ಮಾಡಿದರು. — [204, 1866, 334, 1988]
brief-heading: ಜಿಂಕೆ ಮಾಂಸ ಮಾರಾಟ: ಇಬ್ಬರ ಬಂಧನ — [30, 562, 228, 580]
sports-col: ದೈಹಿಕ ಶಿಕ್ಷಣ ನಿರ್ದೇಶಕರ ವತಿಯಿಂದ ಆಯೋಜಿಸಿರುವ ಕ್ರೀಡಾಕೂಟದಲ್ಲಿ 21 ವಿಭಾಗಗಳಲ್ಲಿ ಸ್ಪರ್ಧೆಗಳು ನಡೆಯಲಿವೆ. ವಿದ್ಯಾರ್ಥಿಗಳು ಕ್ರೀಡೆಯಲ್ಲಿ ಸಕ್ರಿಯವಾಗಿ ಭಾಗವಹಿಸುವ ಮೂಲಕ ದೈಹಿಕ ಹಾಗೂ ಮಾನಸಿಕ ಆರೋಗ್ಯ ವೃದ್ಧಿಸಿಕೊಳ್ಳಬೇಕು ಎಂದರು. — [748, 1020, 868, 1286]
brief-heading: ಅರ್ಜಿ ಆಹ್ವಾನ — [92, 1042, 166, 1060]
briefs-badge-red: ಸುದ್ದಿ — [161, 106, 200, 134]
newspaper-logo-emblem-icon — [126, 9, 158, 41]
sports-col: ಕ್ರೀಡಾಂಗಣದ ಭೇಟಿಯ ಬಳಿಕ ಜಿಲ್ಲಾಧಿಕಾರಿಗಳ ಕಚೇರಿಯಲ್ಲಿ ನಡೆದ ಸಭೆಯಲ್ಲಿ ಕ್ರೀಡಾ ಚಟುವಟಿಕೆಗಳಿಗೆ ಅಗತ್ಯ ಸೌಲಭ್ಯ ಒದಗಿಸುವ ಕುರಿತು ಚರ್ಚಿಸಲಾಯಿತು. ಎಲ್ಲ ವ್ಯವಸ್ಥೆಯನ್ನು ಕೈಗೊಳ್ಳಲಾಗಿದೆ ಎಂದು ಜಿಲ್ಲಾ ಉಸ್ತುವಾರಿ ಸಚಿವ ಕೆ. ವೆಂಕಟೇಶ್ ಹೇಳಿದರು. — [872, 1020, 992, 1286]
section-divider — [238, 984, 1334, 985]
reg-dot-black — [710, 1994, 721, 2005]
brief-body — [28, 296, 230, 558]
photo-road-launch — [204, 1682, 462, 1862]
bottom-left-col: ನರೇಗಾ ಯೋಜನೆಯಡಿ ಕೆರೆ ಹೂಳು ತೆಗೆಯುವ, ಕಾಲುವೆ ದುರಸ್ತಿ ಕಾಮಗಾರಿಗಳನ್ನು ಕೈಗೆತ್ತಿಕೊಳ್ಳಲಾಗಿದೆ. ಗ್ರಾಮಸ್ಥರು ಸಹಕಾರ ನೀಡುವಂತೆ ಮನವಿ ಮಾಡಿದರು. ಕುಡಿಯುವ ನೀರಿನ ಯೋಜನೆಗಳಿಗೂ ಅನುದಾನ ಬಿಡುಗಡೆಯಾಗಿದೆ ಎಂದರು. — [466, 1682, 570, 1988]
photo-protest-site — [1042, 484, 1336, 614]
reg-dot-black — [1258, 1994, 1269, 2005]
bottom-left-kicker: 3 ಕೋಟಿ 65 ಲಕ್ಷ ರೂ. ವೆಚ್ಚದ ರಸ್ತೆ, ಕೆರೆ ಕಾಮಗಾರಿಗೆ ಶಾಸಕ ಚಾಲನೆ — [28, 1598, 378, 1617]
reg-dot-magenta — [1198, 1994, 1209, 2005]
weather-icon — [852, 60, 870, 74]
bottom-right-text: ವಿವಿಧ ಬೇಡಿಕೆಗಳ ಈಡೇರಿಕೆಗೆ ಆಗ್ರಹಿಸಿ ಕಾಲೇಜು ಅತಿಥಿ ಉಪನ್ಯಾಸಕರು ನಗರದಲ್ಲಿ ಪ್ರತಿಭಟನೆ ನಡೆಸಿದರು. ಸೇವಾ ಭದ್ರತೆ, ವೇತನ ಹೆಚ್ಚಳ, ಸಮಾನ ಕೆಲಸಕ್ಕೆ ಸಮಾನ ವೇತನ ನೀಡುವಂತೆ ಒತ್ತಾಯಿಸಿ ಘೋಷಣೆ ಕೂಗಿದರು. — [692, 1683, 819, 1755]
edition-title: ಮೈಸೂರು-ಚಾಮರಾಜನಗರ — [581, 7, 964, 58]
